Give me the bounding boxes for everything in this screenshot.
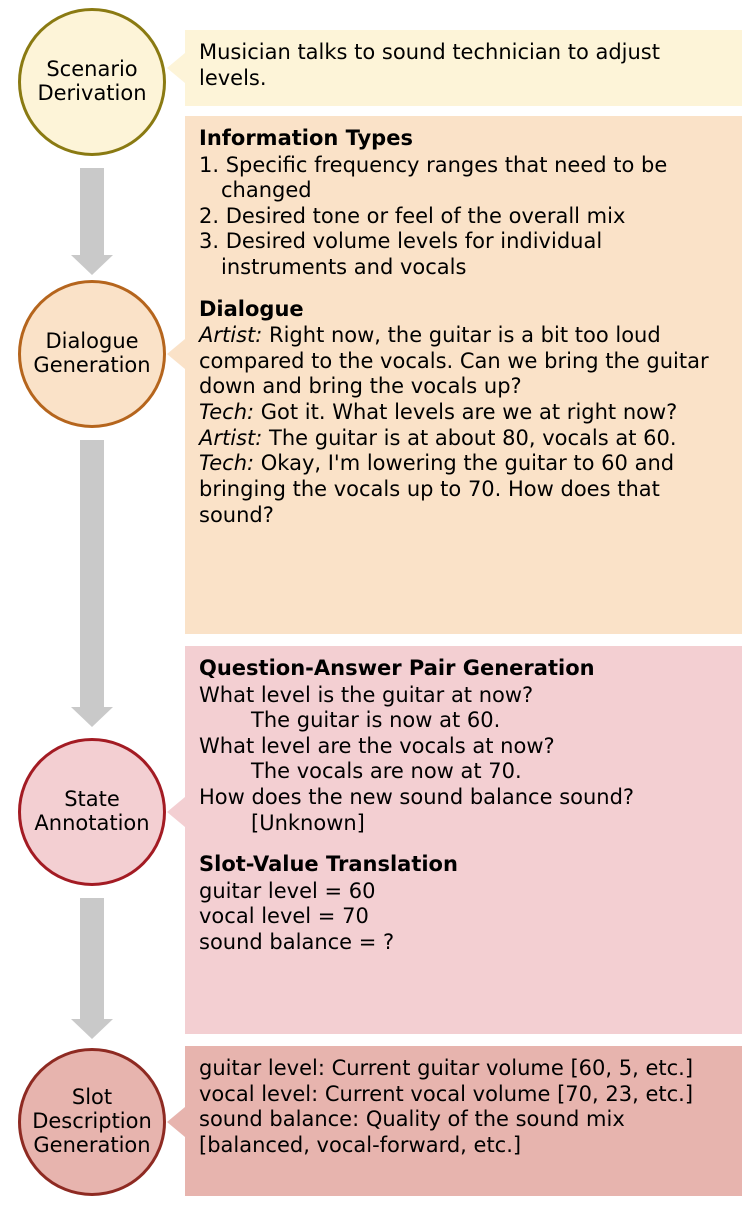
qa-answer: [Unknown]	[251, 810, 365, 835]
slot-value-translation-heading: Slot-Value Translation	[199, 852, 458, 877]
dialogue-turn-text: Okay, I'm lowering the guitar to 60 and bringing the vocals up to 70. How does that sound?	[199, 451, 675, 527]
panel-slot-description-generation	[185, 1046, 742, 1196]
node-state-annotation	[18, 738, 166, 886]
pointer-scenario	[167, 53, 185, 83]
dialogue-turn-text: The guitar is at about 80, vocals at 60.	[262, 425, 677, 450]
dialogue-speaker: Tech:	[199, 400, 255, 425]
qa-question: What level is the guitar at now?	[199, 682, 534, 707]
dialogue-heading: Dialogue	[199, 296, 304, 321]
slot-description-line: guitar level: Current guitar volume [60, 5, etc.]	[199, 1056, 694, 1080]
information-type-item: 3. Desired volume levels for individual instruments and vocals	[199, 229, 603, 280]
slot-value-line: sound balance = ?	[199, 930, 395, 955]
dialogue-turn	[199, 426, 728, 452]
qa-question: How does the new sound balance sound?	[199, 785, 635, 810]
slot-value-line: vocal level = 70	[199, 904, 369, 929]
dialogue-speaker: Tech:	[199, 451, 255, 476]
dialogue-speaker: Artist:	[199, 425, 263, 450]
dialogue-turn-text: Got it. What levels are we at right now?	[254, 400, 678, 425]
spacer	[199, 281, 728, 297]
spacer	[199, 836, 728, 852]
panel-scenario-derivation	[185, 30, 742, 106]
slot-value-line: guitar level = 60	[199, 878, 376, 903]
panel-dialogue-generation	[185, 116, 742, 634]
node-dialogue-generation	[18, 280, 166, 428]
arrow-dialogue-to-state	[80, 440, 104, 708]
node-slot-description-generation	[18, 1048, 166, 1196]
information-types-heading: Information Types	[199, 126, 413, 150]
dialogue-turn	[199, 451, 728, 528]
pointer-dialogue	[167, 339, 185, 369]
qa-question: What level are the vocals at now?	[199, 733, 555, 758]
node-dialogue-generation-label: Dialogue Generation	[33, 329, 151, 377]
arrow-state-to-slot-description	[80, 898, 104, 1020]
slot-description-line: sound balance: Quality of the sound mix [balanced, vocal-forward, etc.]	[199, 1107, 625, 1157]
qa-answer: The vocals are now at 70.	[251, 759, 522, 784]
node-scenario-derivation	[18, 8, 166, 156]
dialogue-turn	[199, 400, 728, 426]
pointer-slot-description	[167, 1107, 185, 1137]
panel-state-annotation	[185, 646, 742, 1034]
information-type-item: 2. Desired tone or feel of the overall mix	[199, 203, 626, 228]
information-type-item: 1. Specific frequency ranges that need to be changed	[199, 152, 668, 203]
node-scenario-derivation-label: Scenario Derivation	[37, 57, 147, 105]
slot-description-line: vocal level: Current vocal volume [70, 23, etc.]	[199, 1081, 694, 1106]
dialogue-speaker: Artist:	[199, 323, 263, 348]
qa-generation-heading: Question-Answer Pair Generation	[199, 656, 595, 680]
qa-answer: The guitar is now at 60.	[251, 708, 501, 733]
arrow-scenario-to-dialogue	[80, 168, 104, 256]
dialogue-turn	[199, 323, 728, 400]
node-state-annotation-label: State Annotation	[34, 787, 150, 835]
pointer-state	[167, 797, 185, 827]
node-slot-description-generation-label: Slot Description Generation	[32, 1085, 152, 1157]
dialogue-turn-text: Right now, the guitar is a bit too loud compared to the vocals. Can we bring the guitar down and bring the vocals up?	[199, 323, 709, 399]
scenario-text: Musician talks to sound technician to adjust levels.	[199, 40, 660, 90]
